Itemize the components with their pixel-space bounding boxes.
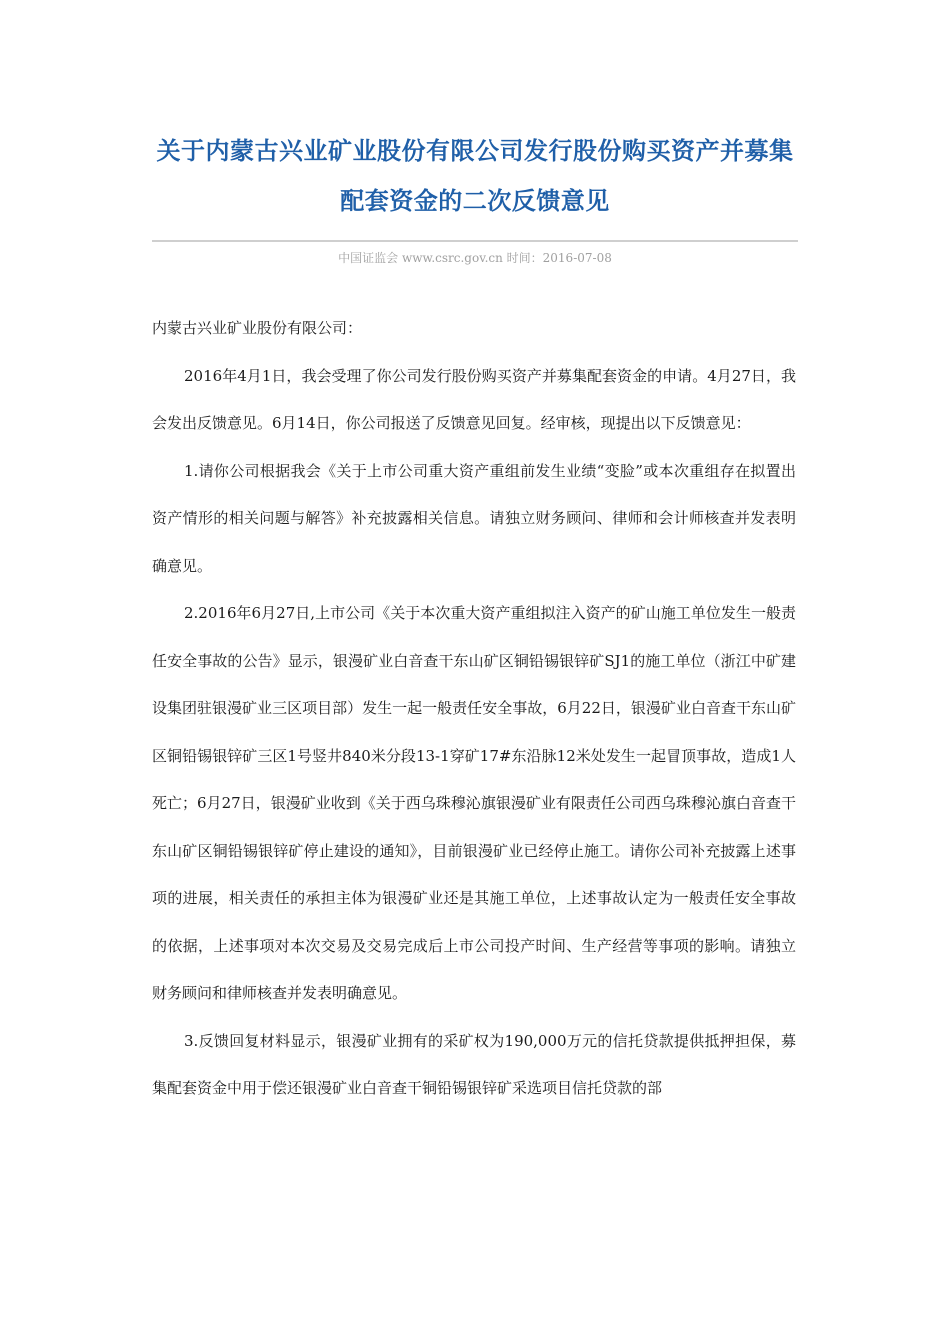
- document-body: [152, 305, 796, 1113]
- addressee: 内蒙古兴业矿业股份有限公司：: [152, 319, 363, 337]
- document-title-line-1: 关于内蒙古兴业矿业股份有限公司发行股份购买资产并募集: [156, 137, 794, 165]
- paragraph-item-3: 3.反馈回复材料显示，银漫矿业拥有的采矿权为190,000万元的信托贷款提供抵押担保，募集配套资金中用于偿还银漫矿业白音查干铜铅锡银锌矿采选项目信托贷款的部: [152, 1031, 796, 1097]
- paragraph-item-2: 2.2016年6月27日,上市公司《关于本次重大资产重组拟注入资产的矿山施工单位发生一般责任安全事故的公告》显示，银漫矿业白音查干东山矿区铜铅锡银锌矿SJ1的施工单位（浙江中矿建设集团驻银漫矿业三区项目部）发生一起一般责任安全事故，6月22日，银漫矿业白音查干东山矿区铜铅锡银锌矿三区1号竖井840米分段13-1穿矿17#东沿脉12米处发生一起冒顶事故，造成1人死亡；6月27日，银漫矿业收到《关于西乌珠穆沁旗银漫矿业有限责任公司西乌珠穆沁旗白音查干东山矿区铜铅锡银锌矿停止建设的通知》，目前银漫矿业已经停止施工。请你公司补充披露上述事项的进展，相关责任的承担主体为银漫矿业还是其施工单位，上述事故认定为一般责任安全事故的依据，上述事项对本次交易及交易完成后上市公司投产时间、生产经营等事项的影响。请独立财务顾问和律师核查并发表明确意见。: [152, 604, 796, 1002]
- paragraph-item-1: 1.请你公司根据我会《关于上市公司重大资产重组前发生业绩“变脸”或本次重组存在拟置出资产情形的相关问题与解答》补充披露相关信息。请独立财务顾问、律师和会计师核查并发表明确意见。: [152, 461, 796, 575]
- source-and-date: 中国证监会 www.csrc.gov.cn 时间：2016-07-08: [338, 251, 612, 265]
- title-divider: [152, 240, 798, 242]
- document-title-line-2: 配套资金的二次反馈意见: [340, 187, 610, 215]
- paragraph-intro: 2016年4月1日，我会受理了你公司发行股份购买资产并募集配套资金的申请。4月27日，我会发出反馈意见。6月14日，你公司报送了反馈意见回复。经审核，现提出以下反馈意见：: [152, 366, 796, 432]
